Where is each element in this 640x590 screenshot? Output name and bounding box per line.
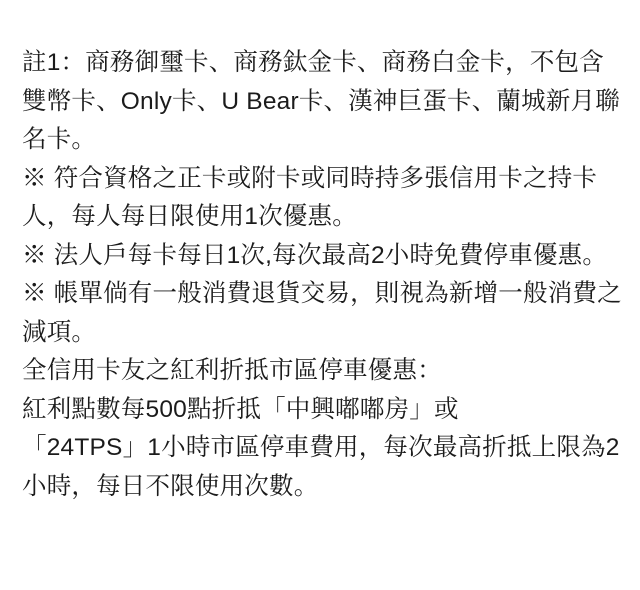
- paragraph-corporate: ※ 法人戶每卡每日1次,每次最高2小時免費停車優惠。: [22, 241, 608, 269]
- paragraph-bonus-heading: 全信用卡友之紅利折抵市區停車優惠：: [22, 357, 442, 384]
- paragraph-refund: ※ 帳單倘有一般消費退貨交易，則視為新增一般消費之減項。: [22, 280, 622, 346]
- paragraph-note-1: 註1：商務御璽卡、商務鈦金卡、商務白金卡，不包含雙幣卡、Only卡、U Bear卡、漢神巨蛋卡、蘭城新月聯名卡。: [22, 49, 620, 153]
- terms-text-block: [22, 44, 622, 506]
- paragraph-bonus-points: 紅利點數每500點折抵「中興嘟嘟房」或: [22, 395, 459, 423]
- paragraph-bonus-limit: 「24TPS」1小時市區停車費用，每次最高折抵上限為2小時，每日不限使用次數。: [22, 434, 620, 500]
- paragraph-eligibility: ※ 符合資格之正卡或附卡或同時持多張信用卡之持卡人，每人每日限使用1次優惠。: [22, 164, 598, 230]
